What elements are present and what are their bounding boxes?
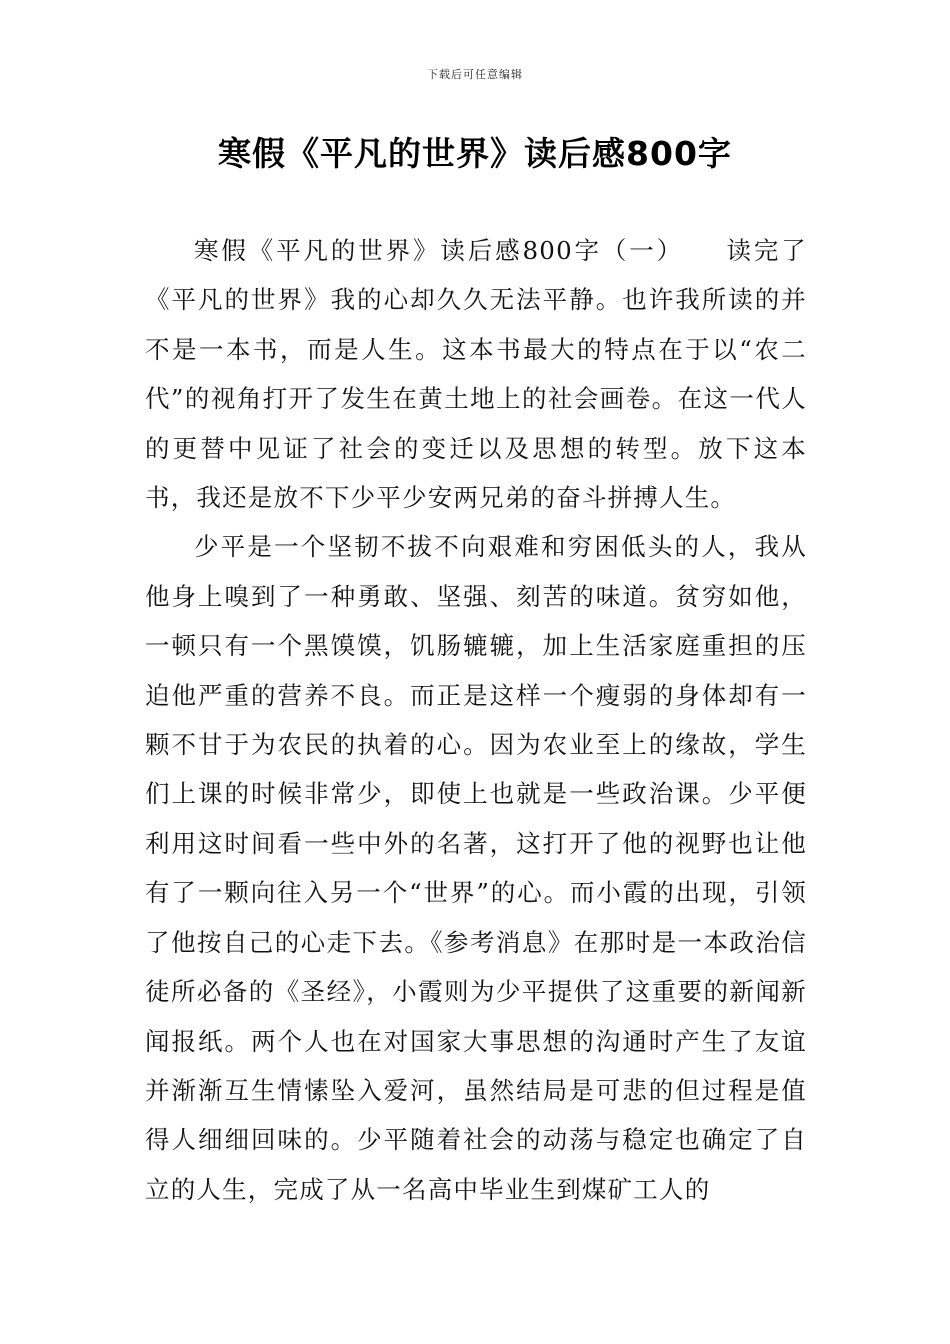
header-note: 下载后可任意编辑 xyxy=(427,68,523,81)
document-body xyxy=(145,226,807,1214)
paragraph: 少平是一个坚韧不拔不向艰难和穷困低头的人，我从他身上嗅到了一种勇敢、坚强、刻苦的味道。贫穷如他，一顿只有一个黑馍馍，饥肠辘辘，加上生活家庭重担的压迫他严重的营养不良。而正是这样一个瘦弱的身体却有一颗不甘于为农民的执着的心。因为农业至上的缘故，学生们上课的时候非常少，即使上也就是一些政治课。少平便利用这时间看一些中外的名著，这打开了他的视野也让他有了一颗向往入另一个“世界”的心。而小霞的出现，引领了他按自己的心走下去。《参考消息》在那时是一本政治信徒所必备的《圣经》，小霞则为少平提供了这重要的新闻新闻报纸。两个人也在对国家大事思想的沟通时产生了友谊并渐渐互生情愫坠入爱河，虽然结局是可悲的但过程是值得人细细回味的。少平随着社会的动荡与稳定也确定了自立的人生，完成了从一名高中毕业生到煤矿工人的 xyxy=(145,532,807,1204)
paragraph: 寒假《平凡的世界》读后感800字（一） 读完了《平凡的世界》我的心却久久无法平静。也许我所读的并不是一本书，而是人生。这本书最大的特点在于以“农二代”的视角打开了发生在黄土地上的社会画卷。在这一代人的更替中见证了社会的变迁以及思想的转型。放下这本书，我还是放不下少平少安两兄弟的奋斗拼搏人生。 xyxy=(145,236,807,513)
document-title: 寒假《平凡的世界》读后感800字 xyxy=(218,134,732,173)
